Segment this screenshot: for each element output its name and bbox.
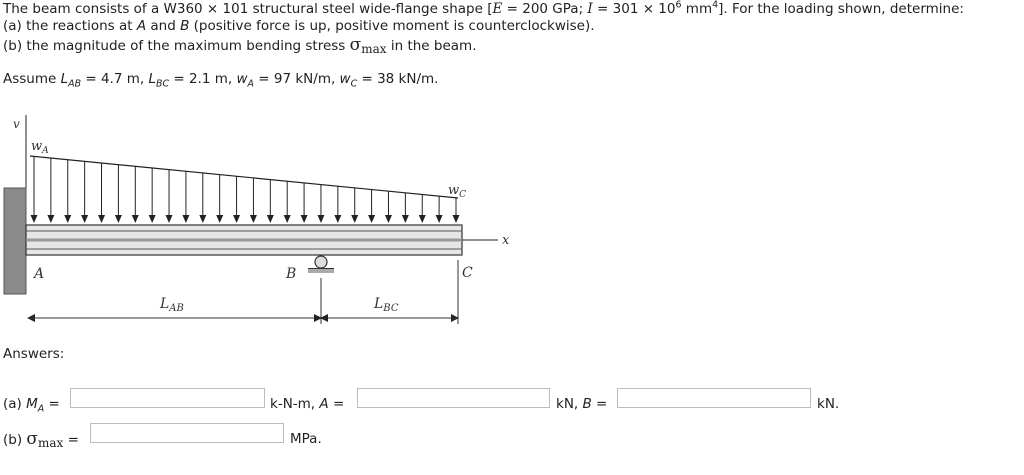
load-arrow-head <box>81 215 88 223</box>
b-label <box>556 396 607 412</box>
wa-label: $w_A$ <box>31 139 49 156</box>
sigma-max-label <box>3 429 79 449</box>
lab-symbol: L <box>60 71 69 87</box>
load-arrow-head <box>453 215 460 223</box>
load-arrow-head <box>64 215 71 223</box>
part-a-prefix: (a) <box>3 396 27 412</box>
assume-prefix: Assume <box>3 71 61 87</box>
load-arrow-head <box>31 215 38 223</box>
problem-text: (a) the reactions at <box>3 18 137 34</box>
lab-value: = 4.7 m, <box>81 71 149 87</box>
e-value: = 200 GPa; <box>502 1 588 17</box>
wc-subscript: C <box>350 78 358 90</box>
load-arrow-head <box>385 215 392 223</box>
point-b-label: B <box>286 266 297 282</box>
load-profile-line <box>30 156 458 198</box>
distributed-load-arrows <box>31 156 460 223</box>
i-exponent: 6 <box>675 0 682 11</box>
load-arrow-head <box>436 215 443 223</box>
problem-text: (positive force is up, positive moment is counterclockwise). <box>189 18 595 34</box>
sigma-symbol: σ <box>349 35 362 55</box>
load-arrow-head <box>284 215 291 223</box>
problem-text: The beam consists of a W360 × 101 structural steel wide-flange shape [ <box>3 1 493 17</box>
problem-text: and <box>146 18 181 34</box>
load-arrow-head <box>250 215 257 223</box>
load-arrow-head <box>419 215 426 223</box>
load-arrow-head <box>166 215 173 223</box>
equals-sign: = <box>63 432 79 448</box>
wc-label: $w_C$ <box>448 183 467 200</box>
ma-unit: k-N-m, <box>270 396 320 412</box>
load-arrow-head <box>98 215 105 223</box>
answers-heading: Answers: <box>3 346 65 362</box>
point-a-label: A <box>136 18 147 34</box>
a-label <box>270 396 344 412</box>
roller-ground-hatch <box>308 269 334 273</box>
sigma-max-answer-input[interactable] <box>90 423 284 443</box>
point-a-label: A <box>34 266 45 282</box>
b-unit: kN. <box>817 396 840 412</box>
load-arrow-head <box>47 215 54 223</box>
load-arrow-head <box>182 215 189 223</box>
load-arrow-head <box>199 215 206 223</box>
load-arrow-head <box>149 215 156 223</box>
i-unit-exponent: 4 <box>712 0 719 11</box>
load-arrow-head <box>368 215 375 223</box>
wa-value: = 97 kN/m, <box>253 71 340 87</box>
problem-line-2 <box>3 18 595 34</box>
problem-text: in the beam. <box>386 38 477 54</box>
lbc-label: $L_{BC}$ <box>374 296 399 314</box>
load-arrow-head <box>351 215 358 223</box>
b-symbol: B <box>582 396 592 412</box>
problem-line-3 <box>3 35 477 55</box>
load-arrow-head <box>317 215 324 223</box>
lbc-subscript: BC <box>156 78 170 90</box>
lbc-symbol: L <box>148 71 156 87</box>
load-arrow-head <box>216 215 223 223</box>
ma-symbol: M <box>26 396 38 412</box>
wa-symbol: w <box>236 71 248 87</box>
i-symbol: I <box>587 1 593 17</box>
load-arrow-head <box>267 215 274 223</box>
v-axis-label: v <box>13 117 20 131</box>
sigma-symbol: σ <box>26 429 39 449</box>
wa-subscript: A <box>247 78 254 90</box>
equals-sign: = <box>328 396 345 412</box>
ma-label <box>3 396 60 415</box>
ma-subscript: A <box>37 403 45 415</box>
sigma-unit: MPa. <box>290 431 322 447</box>
load-arrow-head <box>132 215 139 223</box>
load-arrow-head <box>301 215 308 223</box>
b-answer-input[interactable] <box>617 388 811 408</box>
x-axis-label: x <box>502 233 510 248</box>
sigma-subscript: max <box>361 42 387 56</box>
sigma-subscript: max <box>38 436 64 450</box>
beam-diagram <box>0 110 540 330</box>
load-arrow-head <box>334 215 341 223</box>
lab-label: $L_{AB}$ <box>160 296 184 314</box>
point-c-label: C <box>462 265 473 281</box>
problem-line-1 <box>3 1 964 17</box>
a-symbol: A <box>319 396 329 412</box>
wc-value: = 38 kN/m. <box>357 71 439 87</box>
e-symbol: E <box>492 1 503 17</box>
a-answer-input[interactable] <box>357 388 550 408</box>
lbc-value: = 2.1 m, <box>169 71 237 87</box>
assume-line <box>3 71 439 90</box>
fixed-wall <box>4 188 26 294</box>
equals-sign: = <box>591 396 608 412</box>
a-unit: kN, <box>556 396 583 412</box>
wc-symbol: w <box>339 71 351 87</box>
load-arrow-head <box>402 215 409 223</box>
lab-subscript: AB <box>68 78 82 90</box>
i-value: = 301 × 10 <box>592 1 676 17</box>
i-unit: mm <box>681 1 713 17</box>
problem-text: (b) the magnitude of the maximum bending stress <box>3 38 350 54</box>
load-arrow-head <box>233 215 240 223</box>
roller-support-b <box>315 256 327 268</box>
load-arrow-head <box>115 215 122 223</box>
ma-answer-input[interactable] <box>70 388 265 408</box>
equals-sign: = <box>44 396 60 412</box>
part-b-prefix: (b) <box>3 432 27 448</box>
problem-text-end: ]. For the loading shown, determine: <box>718 1 964 17</box>
point-b-label: B <box>180 18 190 34</box>
